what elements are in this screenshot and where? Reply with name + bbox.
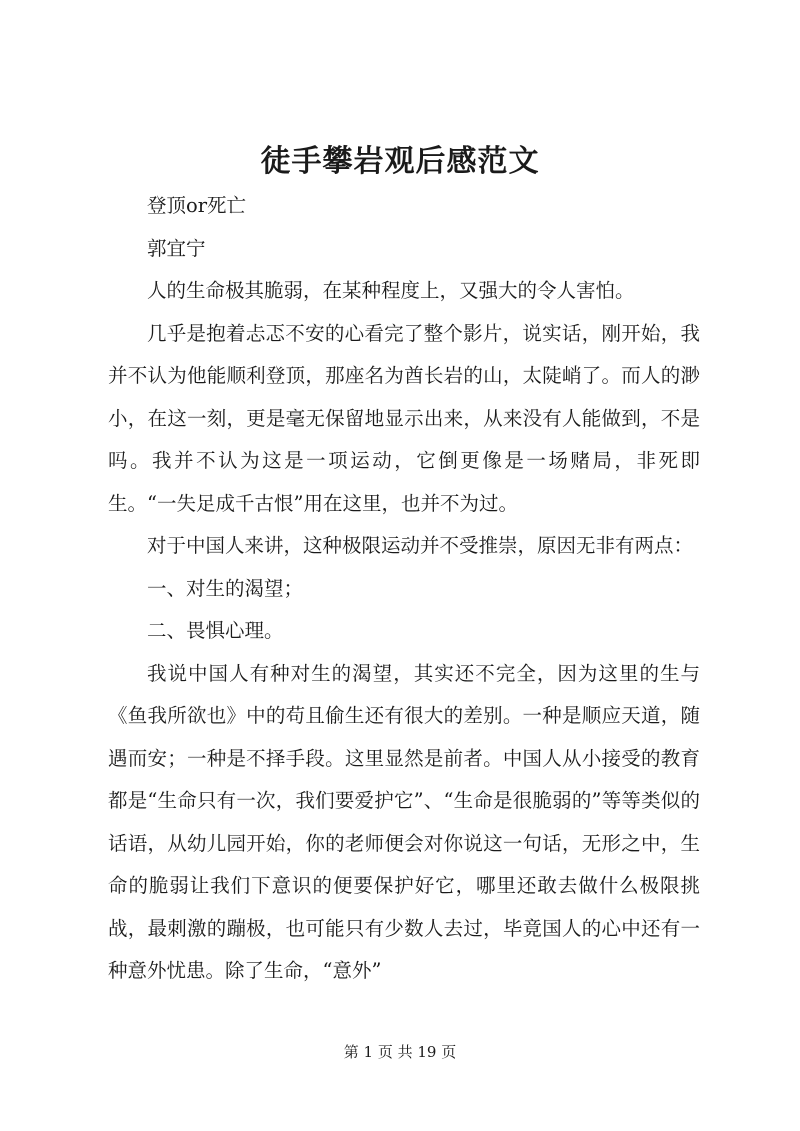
subtitle-line: 登顶or死亡 [147, 194, 247, 217]
list-item: 一、对生的渴望； [147, 576, 304, 600]
paragraph: 人的生命极其脆弱，在某种程度上，又强大的令人害怕。 [147, 279, 635, 302]
paragraph: 我说中国人有种对生的渴望，其实还不完全，因为这里的生与《鱼我所欲也》中的苟且偷生还有很大的差别。一种是顺应天道，随遇而安；一种是不择手段。这里显然是前者。中国人从小接受的教育都是“生命只有一次，我们要爱护它”、“生命是很脆弱的”等等类似的话语，从幼儿园开始，你的老师便会对你说这一句话，无形之中，生命的脆弱让我们下意识的便要保护好它，哪里还敢去做什么极限挑战，最刺激的蹦极，也可能只有少数人去过，毕竟国人的心中还有一种意外忧患。除了生命，“意外” [108, 661, 700, 982]
list-item: 二、畏惧心理。 [147, 619, 284, 642]
document-title: 徒手攀岩观后感范文 [260, 144, 540, 179]
document-body [108, 185, 700, 993]
author-line: 郭宜宁 [147, 236, 206, 260]
paragraph: 几乎是抱着忐忑不安的心看完了整个影片，说实话，刚开始，我并不认为他能顺利登顶，那座名为酋长岩的山，太陡峭了。而人的渺小，在这一刻，更是毫无保留地显示出来，从来没有人能做到，不是吗。我并不认为这是一项运动，它倒更像是一场赌局，非死即生。“一失足成千古恨”用在这里，也并不为过。 [108, 321, 700, 515]
paragraph: 对于中国人来讲，这种极限运动并不受推崇，原因无非有两点： [147, 534, 694, 557]
page-number-footer: 第 1 页 共 19 页 [343, 1043, 457, 1061]
